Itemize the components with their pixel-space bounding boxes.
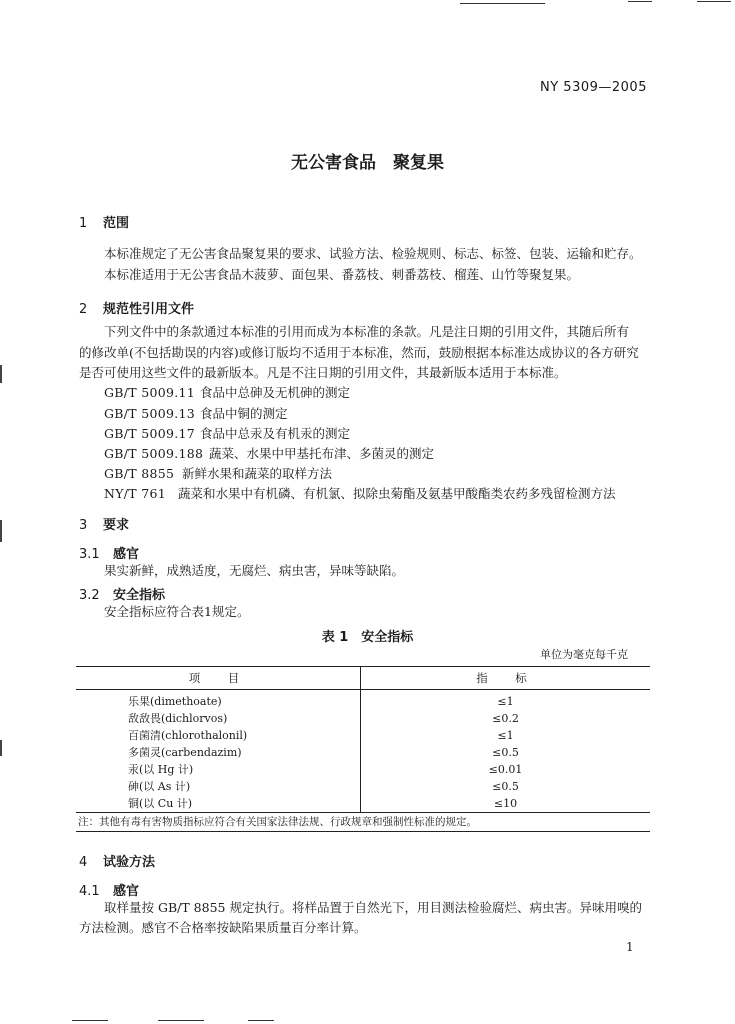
section-2-para-line-3: 是否可使用这些文件的最新版本。凡是不注日期的引用文件，其最新版本适用于本标准。 — [79, 365, 567, 380]
reference-code: GB/T 8855 — [104, 466, 175, 481]
item-cell: 敌敌畏(dichlorvos) — [76, 710, 361, 727]
scan-mark-bottom-1 — [72, 1020, 108, 1021]
reference-name: 食品中总汞及有机汞的测定 — [200, 426, 351, 441]
section-number: 3.1 — [79, 547, 100, 562]
table-row — [76, 690, 650, 711]
reference-code: GB/T 5009.17 — [104, 426, 195, 441]
reference-code: GB/T 5009.188 — [104, 446, 204, 461]
section-title: 安全指标 — [113, 588, 166, 603]
item-cell: 汞(以 Hg 计) — [76, 761, 361, 778]
section-title: 感官 — [113, 547, 140, 562]
section-1-para-2: 本标准适用于无公害食品木菠萝、面包果、番荔枝、刺番荔枝、榴莲、山竹等聚复果。 — [104, 267, 580, 282]
table-caption: 表 1 安全指标 — [321, 630, 414, 645]
section-4-1-para-line-2: 方法检测。感官不合格率按缺陷果质量百分率计算。 — [79, 920, 367, 935]
reference-code: GB/T 5009.11 — [104, 385, 195, 400]
page-number: 1 — [626, 940, 634, 954]
section-title: 要求 — [103, 518, 130, 533]
table-row — [76, 761, 650, 778]
scan-mark-bottom-2 — [158, 1020, 204, 1021]
value-cell: ≤10 — [493, 797, 518, 810]
value-cell: ≤0.01 — [488, 763, 523, 776]
reference-item — [104, 383, 350, 403]
section-title: 试验方法 — [103, 855, 156, 870]
table-row — [76, 744, 650, 761]
reference-name: 蔬菜、水果中甲基托布津、多菌灵的测定 — [209, 446, 435, 461]
table-row — [76, 778, 650, 795]
section-2-heading — [79, 298, 194, 317]
section-3-2-para: 安全指标应符合表1规定。 — [104, 604, 250, 619]
section-number: 4.1 — [79, 884, 100, 899]
item-cell: 铜(以 Cu 计) — [76, 795, 361, 813]
section-3-1-para: 果实新鲜，成熟适度，无腐烂、病虫害，异味等缺陷。 — [104, 563, 405, 578]
reference-item — [104, 464, 332, 484]
safety-indicator-table — [76, 666, 650, 832]
section-3-heading — [79, 514, 129, 533]
section-3-1-heading — [79, 543, 139, 562]
section-number: 3 — [79, 518, 88, 533]
reference-item — [104, 484, 616, 504]
standard-number: NY 5309—2005 — [540, 80, 647, 95]
reference-item — [104, 404, 288, 424]
reference-code: GB/T 5009.13 — [104, 406, 195, 421]
scan-mark-bottom-3 — [248, 1020, 274, 1021]
section-3-2-heading — [79, 584, 165, 603]
section-4-1-heading — [79, 880, 139, 899]
section-title: 感官 — [113, 884, 140, 899]
value-cell: ≤0.2 — [492, 712, 519, 725]
value-cell: ≤1 — [497, 729, 514, 742]
section-2-para-line-1: 下列文件中的条款通过本标准的引用而成为本标准的条款。凡是注日期的引用文件，其随后所有 — [104, 324, 630, 339]
reference-name: 食品中总砷及无机砷的测定 — [200, 385, 351, 400]
item-cell: 乐果(dimethoate) — [76, 690, 361, 711]
section-title: 范围 — [103, 216, 130, 231]
section-1-heading — [79, 212, 129, 231]
section-number: 1 — [79, 216, 88, 231]
section-4-heading — [79, 851, 155, 870]
reference-name: 新鲜水果和蔬菜的取样方法 — [182, 466, 333, 481]
section-title: 规范性引用文件 — [103, 302, 195, 317]
section-number: 2 — [79, 302, 88, 317]
reference-item — [104, 444, 434, 464]
table-note: 注：其他有毒有害物质指标应符合有关国家法律法规、行政规章和强制性标准的规定。 — [76, 813, 650, 832]
value-cell: ≤0.5 — [492, 780, 519, 793]
scan-mark-top-3 — [697, 1, 731, 2]
table-unit: 单位为毫克每千克 — [540, 648, 628, 661]
section-1-para-1: 本标准规定了无公害食品聚复果的要求、试验方法、检验规则、标志、标签、包装、运输和贮存。 — [104, 246, 642, 261]
scan-mark-top-1 — [460, 3, 545, 4]
reference-item — [104, 424, 350, 444]
margin-mark-1 — [0, 365, 2, 383]
value-cell: ≤0.5 — [492, 746, 519, 759]
item-cell: 砷(以 As 计) — [76, 778, 361, 795]
table-note-row — [76, 813, 650, 832]
margin-mark-3 — [0, 740, 2, 756]
header-value: 指 标 — [361, 667, 651, 690]
value-cell: ≤1 — [497, 695, 514, 708]
section-number: 3.2 — [79, 588, 100, 603]
section-2-para-line-2: 的修改单(不包括勘误的内容)或修订版均不适用于本标准，然而，鼓励根据本标准达成协议的各方研究 — [79, 345, 639, 360]
reference-name: 食品中铜的测定 — [200, 406, 288, 421]
section-number: 4 — [79, 855, 88, 870]
document-title: 无公害食品 聚复果 — [291, 153, 444, 173]
section-4-1-para-line-1: 取样量按 GB/T 8855 规定执行。将样品置于自然光下，用目测法检验腐烂、病虫害。异味用嗅的 — [104, 900, 642, 915]
scan-mark-top-2 — [628, 1, 652, 2]
reference-name: 蔬菜和水果中有机磷、有机氯、拟除虫菊酯及氨基甲酸酯类农药多残留检测方法 — [178, 486, 616, 501]
table-header-row — [76, 667, 650, 690]
table-row — [76, 795, 650, 813]
item-cell: 百菌清(chlorothalonil) — [76, 727, 361, 744]
reference-code: NY/T 761 — [104, 486, 166, 501]
margin-mark-2 — [0, 520, 2, 542]
table-row — [76, 727, 650, 744]
header-item: 项 目 — [76, 667, 361, 690]
item-cell: 多菌灵(carbendazim) — [76, 744, 361, 761]
table-row — [76, 710, 650, 727]
